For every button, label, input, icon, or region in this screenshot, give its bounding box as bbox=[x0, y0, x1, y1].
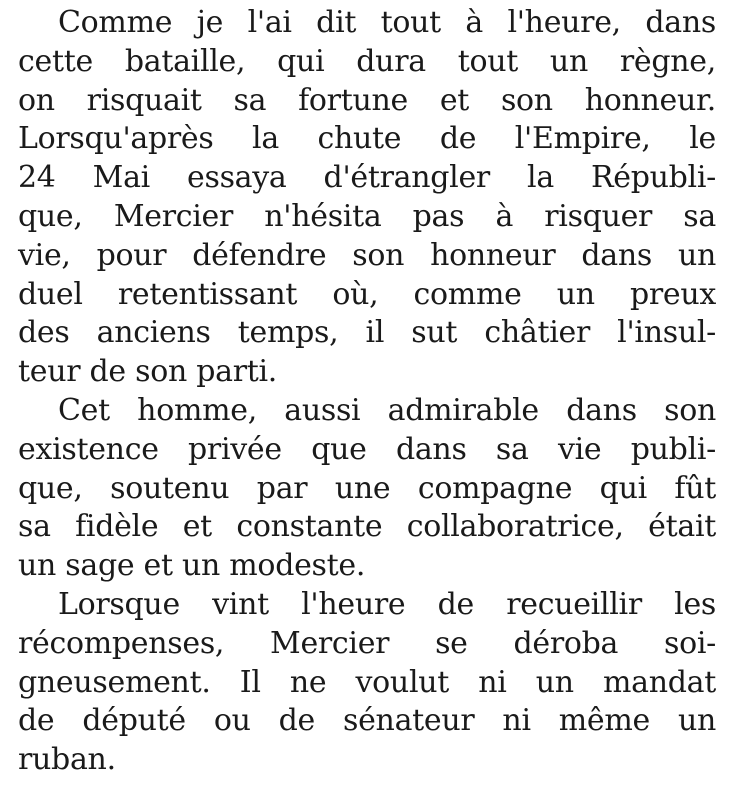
text-line: Comme je l'ai dit tout à l'heure, dans bbox=[58, 5, 716, 40]
text-line: vie, pour défendre son honneur dans un bbox=[18, 237, 716, 273]
text-line: on risquait sa fortune et son honneur. bbox=[18, 82, 716, 118]
text-line: gneusement. Il ne voulut ni un mandat bbox=[18, 664, 716, 700]
text-column bbox=[18, 4, 716, 780]
text-line: duel retentissant où, comme un preux bbox=[18, 276, 716, 312]
text-line: Cet homme, aussi admirable dans son bbox=[58, 392, 716, 428]
text-line: 24 Mai essaya d'étrangler la Républi- bbox=[18, 160, 716, 196]
text-line: ruban. bbox=[18, 742, 116, 778]
text-line: des anciens temps, il sut châtier l'insul- bbox=[18, 315, 716, 351]
text-line: sa fidèle et constante collaboratrice, était bbox=[18, 509, 716, 545]
text-line: Lorsqu'après la chute de l'Empire, le bbox=[18, 121, 716, 157]
text-line: cette bataille, qui dura tout un règne, bbox=[18, 43, 716, 79]
text-line: Lorsque vint l'heure de recueillir les bbox=[58, 586, 716, 622]
text-line: que, soutenu par une compagne qui fût bbox=[18, 470, 716, 506]
text-line: de député ou de sénateur ni même un bbox=[18, 703, 716, 739]
text-line: que, Mercier n'hésita pas à risquer sa bbox=[18, 198, 716, 234]
text-line: récompenses, Mercier se déroba soi- bbox=[18, 625, 716, 661]
text-line: existence privée que dans sa vie publi- bbox=[18, 431, 716, 467]
text-line: un sage et un modeste. bbox=[18, 548, 366, 584]
text-line: teur de son parti. bbox=[18, 354, 278, 390]
